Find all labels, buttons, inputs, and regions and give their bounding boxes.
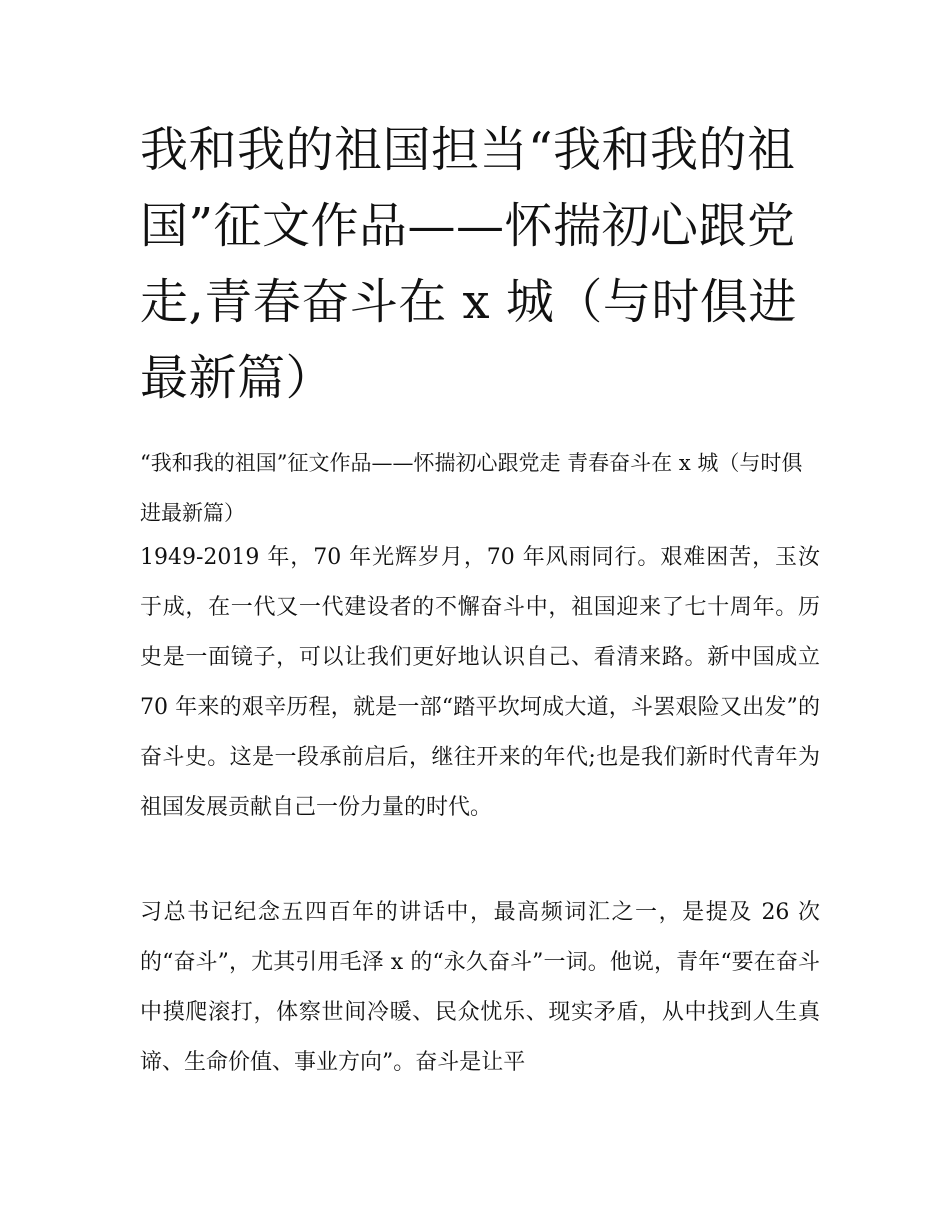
paragraph-2: 习总书记纪念五四百年的讲话中，最高频词汇之一，是提及 26 次的“奋斗”，尤其引用毛泽 x 的“永久奋斗”一词。他说，青年“要在奋斗中摸爬滚打，体察世间冷暖、民众忧乐、现实矛盾，从中找到人生真谛、生命价值、事业方向”。奋斗是让平 bbox=[140, 900, 820, 1075]
document-subtitle: “我和我的祖国”征文作品——怀揣初心跟党走 青春奋斗在 x 城（与时俱进最新篇） bbox=[140, 451, 803, 525]
paragraph-1: 1949-2019 年，70 年光辉岁月，70 年风雨同行。艰难困苦，玉汝于成，在一代又一代建设者的不懈奋斗中，祖国迎来了七十周年。历史是一面镜子，可以让我们更好地认识自己、看清来路。新中国成立 70 年来的艰辛历程，就是一部“踏平坎坷成大道，斗罢艰险又出发”的奋斗史。这是一段承前启后，继往开来的年代;也是我们新时代青年为祖国发展贡献自己一份力量的时代。 bbox=[140, 545, 820, 820]
document-title: 我和我的祖国担当“我和我的祖国”征文作品——怀揣初心跟党走,青春奋斗在 x 城（与时俱进最新篇） bbox=[140, 122, 797, 406]
